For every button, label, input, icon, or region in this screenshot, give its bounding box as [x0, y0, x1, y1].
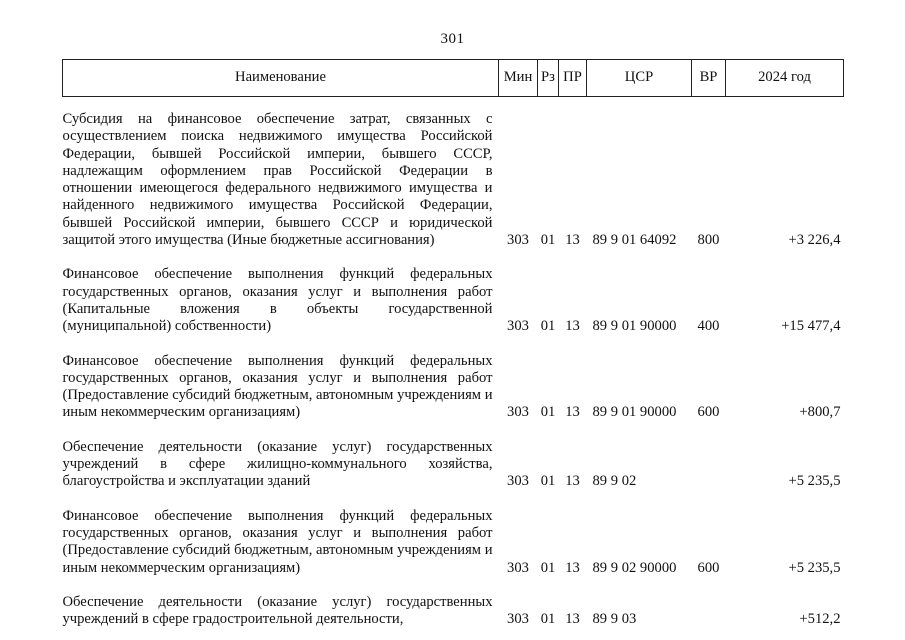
row-vr: 400: [697, 318, 720, 335]
table-header-row: [63, 60, 844, 97]
header-year: 2024 год: [726, 60, 844, 97]
row-csr: 89 9 02 90000: [592, 559, 677, 576]
row-amount: +512,2: [799, 611, 841, 628]
row-pr: 13: [565, 232, 580, 249]
table-row: [63, 594, 844, 629]
row-amount: +15 477,4: [781, 318, 841, 335]
row-name: Финансовое обеспечение выполнения функций федеральных государственных органов, оказания услуг и выполнения работ (Предоставление субсидий бюджетным, автономным учреждениям и иным некоммерческим организациям): [62, 507, 493, 576]
table-row: [63, 353, 844, 422]
row-rz: 01: [540, 232, 556, 249]
row-vr: [692, 439, 726, 491]
row-pr: 13: [565, 473, 580, 490]
table-row: [63, 266, 844, 335]
table-row: [63, 439, 844, 491]
row-rz: 01: [540, 611, 556, 628]
row-csr: 89 9 01 90000: [592, 404, 677, 421]
row-name: Обеспечение деятельности (оказание услуг) государственных учреждений в сфере градостроительной деятельности,: [62, 593, 493, 628]
row-pr: 13: [565, 611, 580, 628]
budget-table: [62, 59, 844, 628]
row-amount: +3 226,4: [788, 232, 841, 249]
row-amount: +5 235,5: [788, 559, 841, 576]
row-csr: 89 9 01 90000: [592, 318, 677, 335]
row-vr: [692, 594, 726, 629]
header-csr: ЦСР: [587, 60, 692, 97]
row-rz: 01: [540, 318, 556, 335]
row-vr: 800: [697, 232, 720, 249]
row-name: Обеспечение деятельности (оказание услуг) государственных учреждений в сфере жилищно-коммунального хозяйства, благоустройства и эксплуатации зданий: [62, 438, 493, 490]
row-name: Финансовое обеспечение выполнения функций федеральных государственных органов, оказания услуг и выполнения работ (Предоставление субсидий бюджетным, автономным учреждениям и иным некоммерческим организациям): [62, 352, 493, 421]
row-rz: 01: [540, 559, 556, 576]
row-min: 303: [507, 318, 529, 335]
row-name: Финансовое обеспечение выполнения функций федеральных государственных органов, оказания услуг и выполнения работ (Капитальные вложения в объекты государственной (муниципальной) собственности): [62, 266, 493, 335]
row-vr: 600: [697, 559, 720, 576]
table-row: [63, 111, 844, 249]
row-rz: 01: [540, 404, 556, 421]
page-number: 301: [440, 31, 465, 47]
row-min: 303: [507, 559, 529, 576]
header-vr: ВР: [692, 60, 726, 97]
header-pr: ПР: [559, 60, 587, 97]
row-min: 303: [507, 611, 529, 628]
row-vr: 600: [697, 404, 720, 421]
row-min: 303: [507, 473, 529, 490]
table-row: [63, 508, 844, 577]
row-amount: +800,7: [799, 404, 841, 421]
row-pr: 13: [565, 318, 580, 335]
row-csr: 89 9 01 64092: [592, 232, 677, 249]
header-name: Наименование: [63, 60, 499, 97]
row-name: Субсидия на финансовое обеспечение затрат, связанных с осуществлением поиска недвижимого имущества Российской Федерации, бывшей Российской империи, бывшего СССР, надлежащим оформлением прав Российской Федерации в отношении имеющегося федерального недвижимого имущества и найденного недвижимого имущества Российской Федерации, бывшей Российской империи, бывшего СССР и юридической защитой этого имущества (Иные бюджетные ассигнования): [62, 111, 493, 249]
row-min: 303: [507, 404, 529, 421]
row-amount: +5 235,5: [788, 473, 841, 490]
row-csr: 89 9 02: [592, 473, 637, 490]
row-pr: 13: [565, 559, 580, 576]
row-rz: 01: [540, 473, 556, 490]
row-csr: 89 9 03: [592, 611, 637, 628]
row-pr: 13: [565, 404, 580, 421]
header-min: Мин: [499, 60, 538, 97]
row-min: 303: [507, 232, 529, 249]
header-rz: Рз: [538, 60, 559, 97]
